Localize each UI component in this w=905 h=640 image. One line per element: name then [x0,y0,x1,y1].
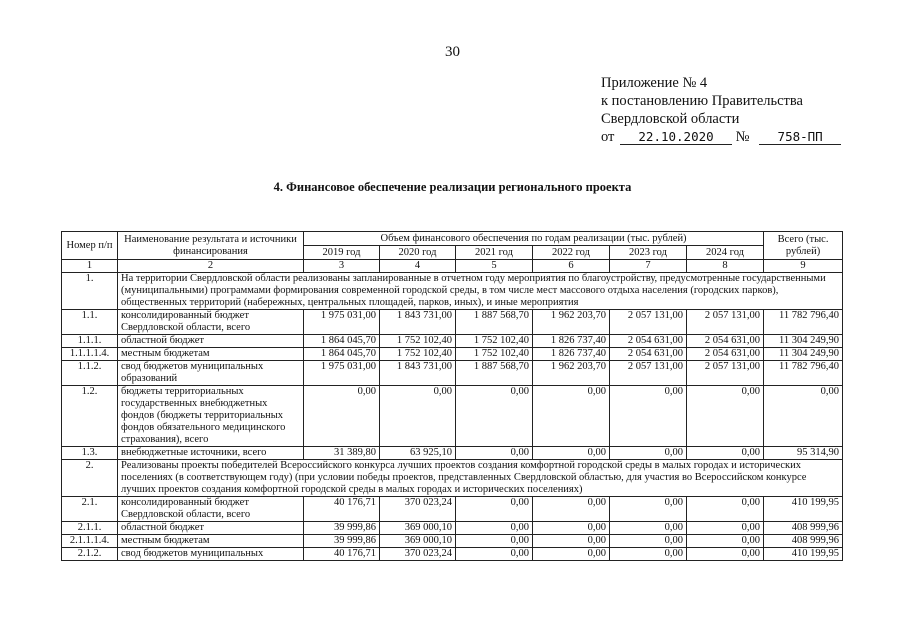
appendix-line-4 [601,128,841,146]
row-number: 2.1.2. [62,548,118,561]
resolution-date: 22.10.2020 [620,129,732,145]
year-value-1: 31 389,80 [304,447,380,460]
header-total: Всего (тыс. рублей) [764,232,843,260]
year-value-2: 369 000,10 [380,522,456,535]
financial-table [61,231,843,561]
year-value-3: 1 752 102,40 [456,335,533,348]
table-row [62,335,843,348]
year-value-1: 1 975 031,00 [304,310,380,335]
year-value-5: 2 054 631,00 [610,348,687,361]
year-value-3: 0,00 [456,497,533,522]
header-year-4: 2022 год [533,246,610,260]
row-number: 2. [62,460,118,497]
section-row [62,460,843,497]
year-value-5: 0,00 [610,535,687,548]
total-value: 95 314,90 [764,447,843,460]
row-number: 1.1. [62,310,118,335]
year-value-1: 39 999,86 [304,535,380,548]
year-value-3: 0,00 [456,548,533,561]
table-row [62,361,843,386]
year-value-5: 2 054 631,00 [610,335,687,348]
year-value-6: 2 057 131,00 [687,310,764,335]
total-value: 410 199,95 [764,497,843,522]
year-value-6: 0,00 [687,535,764,548]
year-value-3: 1 887 568,70 [456,310,533,335]
year-value-2: 1 752 102,40 [380,335,456,348]
year-value-5: 0,00 [610,548,687,561]
table-row [62,348,843,361]
header-number: Номер п/п [62,232,118,260]
header-year-1: 2019 год [304,246,380,260]
table-row [62,535,843,548]
year-value-4: 0,00 [533,497,610,522]
year-value-5: 0,00 [610,386,687,447]
header-year-2: 2020 год [380,246,456,260]
year-value-1: 40 176,71 [304,497,380,522]
year-value-5: 0,00 [610,522,687,535]
year-value-2: 1 843 731,00 [380,310,456,335]
year-value-6: 0,00 [687,522,764,535]
total-value: 408 999,96 [764,535,843,548]
total-value: 0,00 [764,386,843,447]
year-value-6: 2 057 131,00 [687,361,764,386]
row-number: 1.1.1.1.4. [62,348,118,361]
row-number: 2.1.1. [62,522,118,535]
year-value-3: 1 887 568,70 [456,361,533,386]
from-label: от [601,129,615,145]
column-number-3: 3 [304,260,380,273]
total-value: 11 782 796,40 [764,310,843,335]
header-volume: Объем финансового обеспечения по годам реализации (тыс. рублей) [304,232,764,246]
year-value-3: 0,00 [456,447,533,460]
funding-source-name: внебюджетные источники, всего [118,447,304,460]
year-value-2: 370 023,24 [380,548,456,561]
year-value-1: 1 864 045,70 [304,335,380,348]
funding-source-name: свод бюджетов муниципальных [118,548,304,561]
funding-source-name: свод бюджетов муниципальных образований [118,361,304,386]
year-value-1: 40 176,71 [304,548,380,561]
table-row [62,522,843,535]
table-row [62,386,843,447]
column-number-9: 9 [764,260,843,273]
section-row [62,273,843,310]
year-value-6: 0,00 [687,447,764,460]
funding-source-name: консолидированный бюджет Свердловской области, всего [118,310,304,335]
header-year-3: 2021 год [456,246,533,260]
year-value-2: 0,00 [380,386,456,447]
total-value: 11 304 249,90 [764,335,843,348]
appendix-block [601,74,841,146]
table-row [62,548,843,561]
table-row [62,310,843,335]
row-number: 1.2. [62,386,118,447]
row-number: 2.1.1.1.4. [62,535,118,548]
year-value-4: 1 826 737,40 [533,348,610,361]
year-value-1: 39 999,86 [304,522,380,535]
year-value-1: 0,00 [304,386,380,447]
funding-source-name: местным бюджетам [118,348,304,361]
row-number: 2.1. [62,497,118,522]
year-value-2: 370 023,24 [380,497,456,522]
total-value: 11 304 249,90 [764,348,843,361]
column-number-8: 8 [687,260,764,273]
year-value-4: 1 826 737,40 [533,335,610,348]
year-value-6: 0,00 [687,548,764,561]
column-number-6: 6 [533,260,610,273]
year-value-2: 369 000,10 [380,535,456,548]
year-value-5: 0,00 [610,497,687,522]
funding-source-name: консолидированный бюджет Свердловской области, всего [118,497,304,522]
year-value-4: 1 962 203,70 [533,310,610,335]
year-value-2: 63 925,10 [380,447,456,460]
header-name: Наименование результата и источники финансирования [118,232,304,260]
year-value-3: 0,00 [456,386,533,447]
header-year-5: 2023 год [610,246,687,260]
funding-source-name: областной бюджет [118,522,304,535]
page-number: 30 [445,44,460,60]
funding-source-name: бюджеты территориальных государственных внебюджетных фондов (бюджеты территориальных фондов обязательного медицинского страхования), всего [118,386,304,447]
column-number-7: 7 [610,260,687,273]
year-value-4: 0,00 [533,535,610,548]
year-value-6: 2 054 631,00 [687,348,764,361]
section-text: Реализованы проекты победителей Всероссийского конкурса лучших проектов создания комфортной городской среды в малых городах и исторических поселениях (в соответствующем году) (при условии победы проектов, представленных Свердловской областью, для участия во Всероссийском конкурсе лучших проектов создания комфортной городской среды в малых городах и исторических поселениях) [118,460,843,497]
year-value-5: 0,00 [610,447,687,460]
number-label: № [735,129,750,145]
year-value-2: 1 752 102,40 [380,348,456,361]
column-number-5: 5 [456,260,533,273]
appendix-line-1: Приложение № 4 [601,75,708,91]
year-value-4: 0,00 [533,386,610,447]
year-value-3: 0,00 [456,535,533,548]
funding-source-name: областной бюджет [118,335,304,348]
year-value-3: 1 752 102,40 [456,348,533,361]
year-value-6: 0,00 [687,386,764,447]
year-value-5: 2 057 131,00 [610,310,687,335]
row-number: 1. [62,273,118,310]
year-value-1: 1 864 045,70 [304,348,380,361]
column-number-4: 4 [380,260,456,273]
total-value: 408 999,96 [764,522,843,535]
appendix-line-3: Свердловской области [601,111,740,127]
funding-source-name: местным бюджетам [118,535,304,548]
appendix-line-2: к постановлению Правительства [601,93,803,109]
header-year-6: 2024 год [687,246,764,260]
year-value-4: 0,00 [533,522,610,535]
year-value-3: 0,00 [456,522,533,535]
year-value-6: 0,00 [687,497,764,522]
year-value-5: 2 057 131,00 [610,361,687,386]
resolution-number: 758-ПП [759,129,841,145]
year-value-4: 0,00 [533,447,610,460]
column-number-1: 1 [62,260,118,273]
section-title: 4. Финансовое обеспечение реализации регионального проекта [273,180,632,194]
row-number: 1.1.1. [62,335,118,348]
year-value-2: 1 843 731,00 [380,361,456,386]
year-value-4: 0,00 [533,548,610,561]
column-number-2: 2 [118,260,304,273]
total-value: 11 782 796,40 [764,361,843,386]
row-number: 1.3. [62,447,118,460]
year-value-4: 1 962 203,70 [533,361,610,386]
total-value: 410 199,95 [764,548,843,561]
section-text: На территории Свердловской области реализованы запланированные в отчетном году мероприятия по благоустройству, предусмотренные государственными (муниципальными) программами формирования современной городской среды, в том числе мест массового отдыха населения (городских парков), общественных территорий (набережных, центральных площадей, парков, иных), и иные мероприятия [118,273,843,310]
year-value-6: 2 054 631,00 [687,335,764,348]
table-row [62,447,843,460]
table-row [62,497,843,522]
year-value-1: 1 975 031,00 [304,361,380,386]
row-number: 1.1.2. [62,361,118,386]
